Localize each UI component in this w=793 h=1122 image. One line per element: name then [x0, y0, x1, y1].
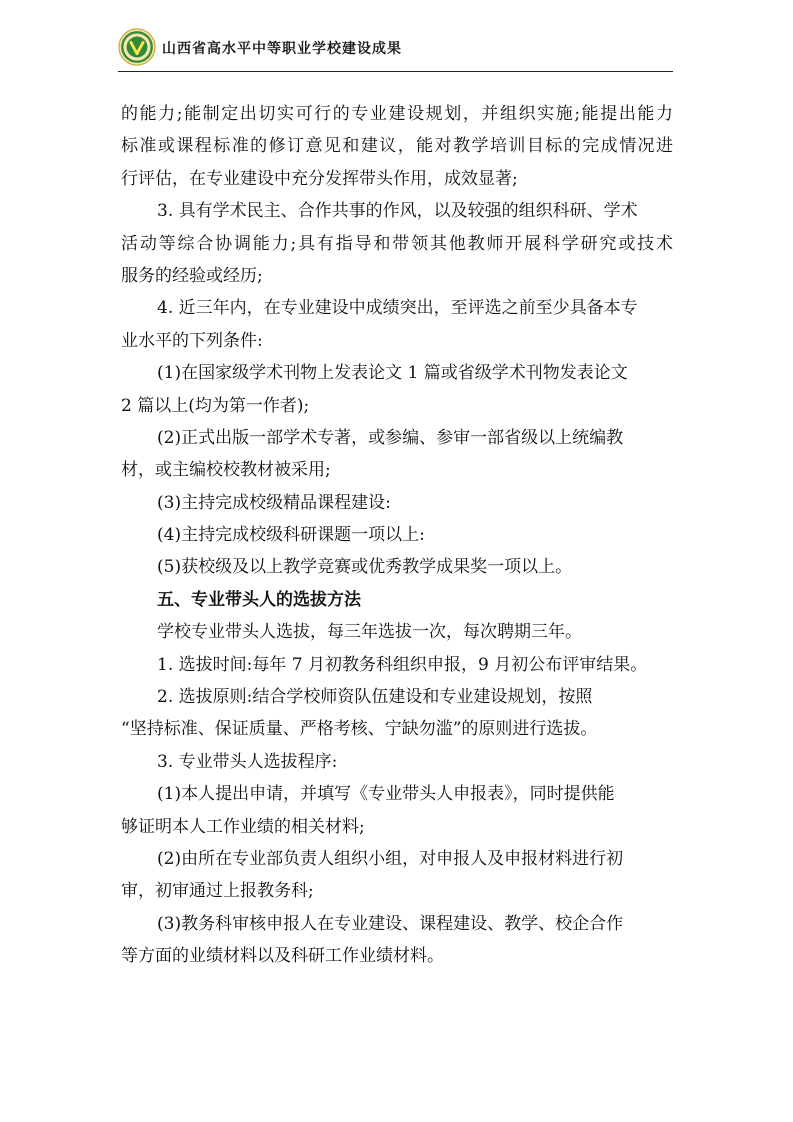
paragraph-line: (5)获校级及以上教学竞赛或优秀教学成果奖一项以上。 — [157, 557, 573, 578]
paragraph-line: 活动等综合协调能力;具有指导和带领其他教师开展科学研究或技术 — [121, 233, 673, 254]
paragraph-line: 学校专业带头人选拔，每三年选拔一次，每次聘期三年。 — [157, 622, 582, 643]
paragraph-line: 审，初审通过上报教务科; — [121, 881, 314, 902]
paragraph-line: 标准或课程标准的修订意见和建议，能对教学培训目标的完成情况进 — [121, 136, 673, 157]
paragraph-line: 等方面的业绩材料以及科研工作业绩材料。 — [121, 946, 444, 967]
paragraph-line: (1)在国家级学术刊物上发表论文 1 篇或省级学术刊物发表论文 — [157, 363, 628, 384]
paragraph-line: “坚持标准、保证质量、严格考核、宁缺勿滥”的原则进行选拔。 — [121, 719, 598, 740]
paragraph-line: 服务的经验或经历; — [121, 265, 263, 286]
page-header — [118, 24, 673, 72]
paragraph-line: 行评估，在专业建设中充分发挥带头作用，成效显著; — [121, 168, 518, 189]
paragraph-line: 3. 具有学术民主、合作共事的作风，以及较强的组织科研、学术 — [157, 201, 638, 222]
school-logo-icon — [118, 28, 156, 66]
header-title: 山西省高水平中等职业学校建设成果 — [162, 41, 402, 57]
paragraph-line: 够证明本人工作业绩的相关材料; — [121, 816, 365, 837]
paragraph-line: 的能力;能制定出切实可行的专业建设规划，并组织实施;能提出能力 — [121, 104, 673, 124]
paragraph-line: 4. 近三年内，在专业建设中成绩突出，至评选之前至少具备本专 — [157, 298, 638, 319]
paragraph-line: (2)由所在专业部负责人组织小组，对申报人及申报材料进行初 — [157, 848, 624, 869]
paragraph-line: (3)教务科审核申报人在专业建设、课程建设、教学、校企合作 — [157, 913, 624, 934]
paragraph-line: 1. 选拔时间:每年 7 月初教务科组织申报，9 月初公布评审结果。 — [157, 654, 648, 675]
paragraph-line: (2)正式出版一部学术专著，或参编、参审一部省级以上统编教 — [157, 427, 624, 448]
section-heading: 五、专业带头人的选拔方法 — [157, 589, 361, 610]
header-divider — [118, 71, 673, 72]
paragraph-line: (4)主持完成校级科研课题一项以上: — [157, 525, 425, 546]
paragraph-line: 材，或主编校校教材被采用; — [121, 460, 331, 481]
paragraph-line: 2 篇以上(均为第一作者); — [121, 395, 310, 416]
paragraph-line: 业水平的下列条件: — [121, 330, 263, 351]
paragraph-line: (3)主持完成校级精品课程建设: — [157, 492, 391, 513]
paragraph-line: 2. 选拔原则:结合学校师资队伍建设和专业建设规划，按照 — [157, 687, 593, 708]
paragraph-line: (1)本人提出申请，并填写《专业带头人申报表》，同时提供能 — [157, 784, 615, 805]
document-body — [121, 98, 673, 973]
paragraph-line: 3. 专业带头人选拔程序: — [157, 751, 338, 772]
